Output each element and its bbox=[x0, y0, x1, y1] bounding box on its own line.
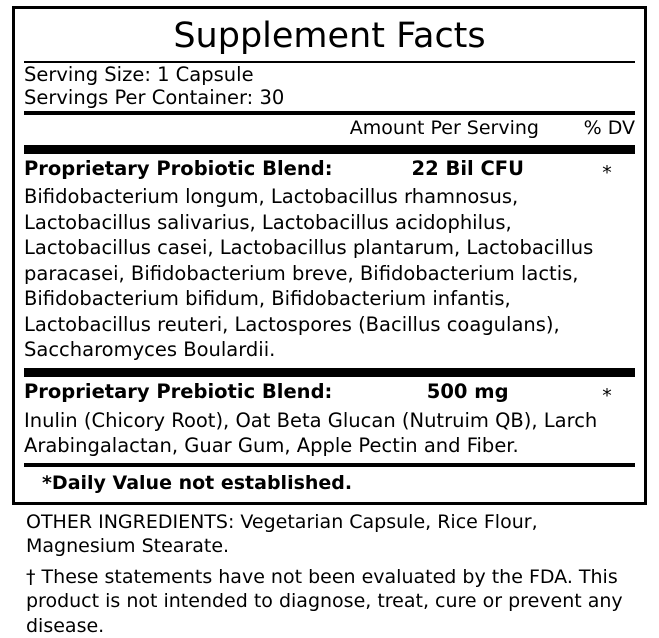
probiotic-blend-dv-asterisk: * bbox=[579, 161, 635, 186]
probiotic-blend-amount: 22 Bil CFU bbox=[333, 156, 580, 181]
serving-size-line: Serving Size: 1 Capsule bbox=[24, 63, 635, 86]
column-header-amount-per-serving: Amount Per Serving bbox=[350, 116, 539, 140]
supplement-facts-box bbox=[12, 6, 647, 505]
servings-per-container-line: Servings Per Container: 30 bbox=[24, 86, 635, 109]
below-box-text bbox=[12, 505, 647, 638]
divider-under-column-headers bbox=[24, 145, 635, 154]
column-header-percent-dv: % DV bbox=[539, 116, 635, 140]
daily-value-footnote: *Daily Value not established. bbox=[24, 467, 635, 496]
fda-disclaimer-text: † These statements have not been evaluated by the FDA. This product is not intended to diagnose, treat, cure or prevent any disease. bbox=[26, 565, 635, 638]
probiotic-blend-name: Proprietary Probiotic Blend: bbox=[24, 156, 333, 181]
column-headers-row bbox=[24, 115, 635, 142]
prebiotic-blend-amount: 500 mg bbox=[332, 379, 579, 404]
prebiotic-blend-name: Proprietary Prebiotic Blend: bbox=[24, 379, 332, 404]
prebiotic-blend-dv-asterisk: * bbox=[579, 384, 635, 409]
prebiotic-blend-row bbox=[24, 377, 635, 406]
probiotic-blend-ingredients: Bifidobacterium longum, Lactobacillus rhamnosus, Lactobacillus salivarius, Lactobacillus acidophilus, Lactobacillus casei, Lactobacillus plantarum, Lactobacillus paracasei, Bifidobacterium breve, Bifidobacterium lactis, Bifidobacterium bifidum, Bifidobacterium infantis, Lactobacillus reuteri, Lactospores (Bacillus coagulans), Saccharomyces Boulardii. bbox=[24, 183, 635, 365]
page-title: Supplement Facts bbox=[24, 15, 635, 57]
divider-between-blends bbox=[24, 368, 635, 377]
probiotic-blend-row bbox=[24, 154, 635, 183]
prebiotic-blend-ingredients: Inulin (Chicory Root), Oat Beta Glucan (Nutruim QB), Larch Arabingalactan, Guar Gum, Apple Pectin and Fiber. bbox=[24, 406, 635, 461]
other-ingredients-text: OTHER INGREDIENTS: Vegetarian Capsule, Rice Flour, Magnesium Stearate. bbox=[26, 510, 635, 559]
